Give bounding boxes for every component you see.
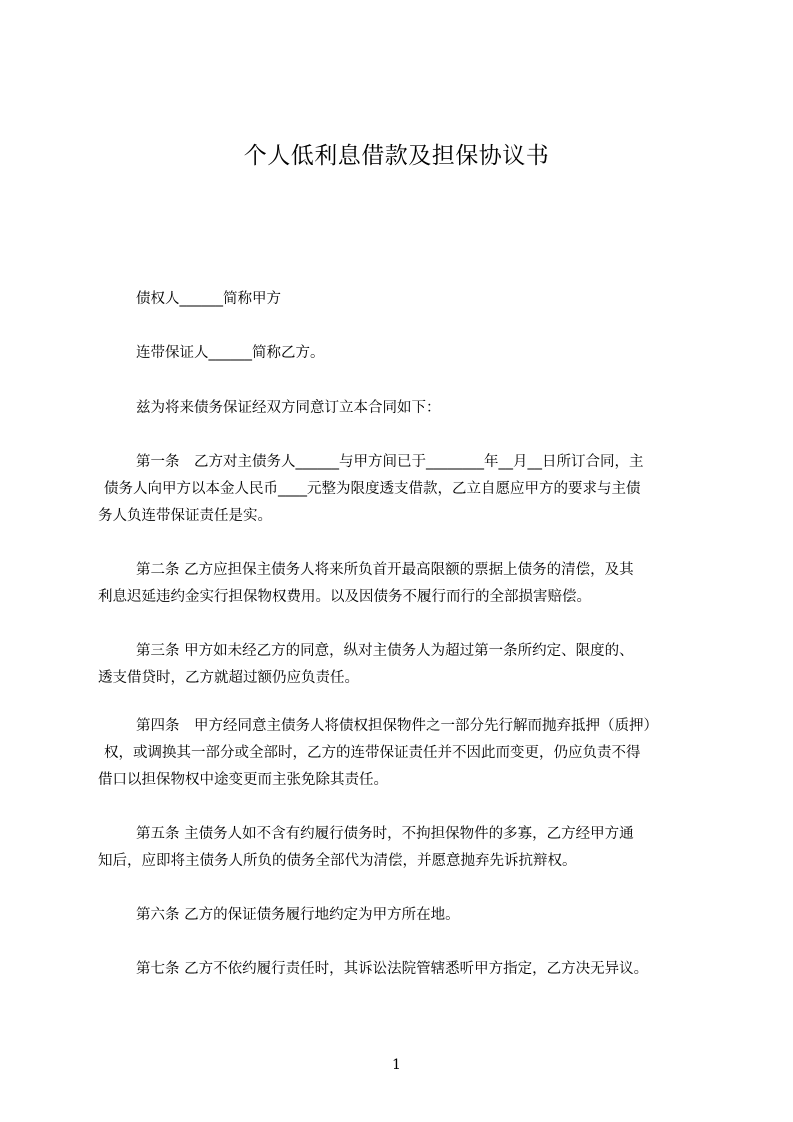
page-number: 1 bbox=[392, 1057, 401, 1073]
article-6: 第六条 乙方的保证债务履行地约定为甲方所在地。 bbox=[136, 907, 460, 923]
paragraph-preamble: 兹为将来债务保证经双方同意订立本合同如下： bbox=[136, 400, 441, 416]
article-3-line-1: 第三条 甲方如未经乙方的同意，纵对主债务人为超过第一条所约定、限度的、 bbox=[136, 643, 634, 659]
article-7: 第七条 乙方不依约履行责任时，其诉讼法院管辖悉听甲方指定，乙方决无异议。 bbox=[136, 961, 649, 977]
article-2-line-1: 第二条 乙方应担保主债务人将来所负首开最高限额的票据上债务的清偿，及其 bbox=[136, 562, 634, 578]
paragraph-guarantor: 连带保证人______简称乙方。 bbox=[136, 345, 325, 361]
article-4-line-2: 权，或调换其一部分或全部时，乙方的连带保证责任并不因此而变更，仍应负责不得 bbox=[104, 745, 641, 761]
article-2-line-2: 利息迟延违约金实行担保物权费用。以及因债务不履行而行的全部损害赔偿。 bbox=[98, 589, 591, 605]
article-3-line-2: 透支借贷时，乙方就超过额仍应负责任。 bbox=[98, 670, 359, 686]
article-5-line-2: 知后，应即将主债务人所负的债务全部代为清偿，并愿意抛弃先诉抗辩权。 bbox=[98, 853, 577, 869]
article-5-line-1: 第五条 主债务人如不含有约履行债务时，不拘担保物件的多寡，乙方经甲方通 bbox=[136, 826, 634, 842]
article-1-line-1: 第一条 乙方对主债务人______与甲方间已于________年__月__日所订合同，主 bbox=[136, 454, 644, 470]
document-title: 个人低利息借款及担保协议书 bbox=[243, 143, 550, 169]
article-1-line-2: 债务人向甲方以本金人民币____元整为限度透支借款，乙立自愿应甲方的要求与主债 bbox=[104, 481, 641, 497]
article-4-line-1: 第四条 甲方经同意主债务人将债权担保物件之一部分先行解而抛弃抵押（质押） bbox=[136, 718, 658, 734]
article-4-line-3: 借口以担保物权中途变更而主张免除其责任。 bbox=[98, 772, 388, 788]
paragraph-creditor: 债权人______简称甲方 bbox=[136, 291, 281, 307]
article-1-line-3: 务人负连带保证责任是实。 bbox=[98, 508, 272, 524]
